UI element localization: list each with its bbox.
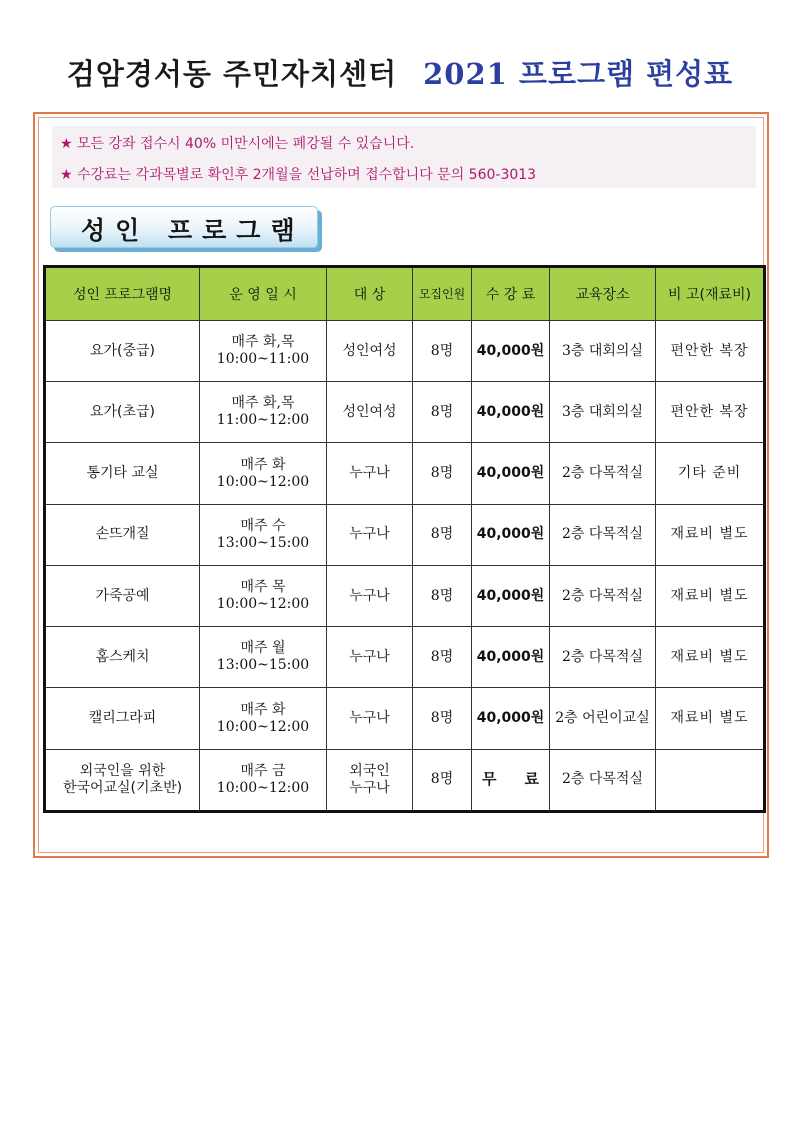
cell-schedule: 매주 화 10:00~12:00 [200, 688, 327, 749]
cell-program-name: 요가(중급) [45, 321, 200, 382]
header-target: 대 상 [327, 267, 413, 321]
header-name: 성인 프로그램명 [45, 267, 200, 321]
cell-capacity: 8명 [413, 504, 472, 565]
cell-note: 기타 준비 [656, 443, 765, 504]
cell-fee: 40,000원 [472, 688, 550, 749]
cell-fee: 무 료 [472, 749, 550, 811]
page-title [0, 52, 800, 93]
table-row [45, 627, 765, 688]
table-row [45, 565, 765, 626]
cell-note [656, 749, 765, 811]
cell-program-name: 홈스케치 [45, 627, 200, 688]
cell-capacity: 8명 [413, 688, 472, 749]
table-row [45, 504, 765, 565]
cell-capacity: 8명 [413, 749, 472, 811]
cell-fee: 40,000원 [472, 565, 550, 626]
cell-note: 재료비 별도 [656, 627, 765, 688]
header-capacity: 모집인원 [413, 267, 472, 321]
cell-note: 편안한 복장 [656, 321, 765, 382]
notice-box [52, 126, 756, 188]
cell-place: 2층 다목적실 [550, 504, 656, 565]
cell-capacity: 8명 [413, 321, 472, 382]
notice-line: ★ 수강료는 각과목별로 확인후 2개월을 선납하며 접수합니다 문의 560-3013 [60, 167, 537, 183]
cell-schedule: 매주 화 10:00~12:00 [200, 443, 327, 504]
table-row [45, 321, 765, 382]
cell-program-name: 가죽공예 [45, 565, 200, 626]
cell-place: 2층 다목적실 [550, 443, 656, 504]
cell-program-name: 손뜨개질 [45, 504, 200, 565]
cell-target: 누구나 [327, 443, 413, 504]
cell-schedule: 매주 목 10:00~12:00 [200, 565, 327, 626]
notice-line: ★ 모든 강좌 접수시 40% 미만시에는 폐강될 수 있습니다. [60, 136, 415, 152]
cell-place: 2층 어린이교실 [550, 688, 656, 749]
cell-fee: 40,000원 [472, 627, 550, 688]
cell-fee: 40,000원 [472, 321, 550, 382]
cell-schedule: 매주 화,목 10:00~11:00 [200, 321, 327, 382]
table-row [45, 382, 765, 443]
cell-fee: 40,000원 [472, 382, 550, 443]
cell-note: 재료비 별도 [656, 688, 765, 749]
table-row [45, 749, 765, 811]
cell-target: 누구나 [327, 688, 413, 749]
cell-target: 외국인 누구나 [327, 749, 413, 811]
center-name: 검암경서동 주민자치센터 [66, 57, 398, 91]
cell-note: 편안한 복장 [656, 382, 765, 443]
cell-schedule: 매주 화,목 11:00~12:00 [200, 382, 327, 443]
cell-schedule: 매주 월 13:00~15:00 [200, 627, 327, 688]
header-schedule: 운 영 일 시 [200, 267, 327, 321]
table-header-row [45, 267, 765, 321]
header-place: 교육장소 [550, 267, 656, 321]
cell-target: 누구나 [327, 627, 413, 688]
cell-target: 누구나 [327, 565, 413, 626]
program-table [43, 265, 766, 813]
cell-place: 3층 대회의실 [550, 321, 656, 382]
cell-fee: 40,000원 [472, 443, 550, 504]
cell-target: 성인여성 [327, 321, 413, 382]
cell-target: 성인여성 [327, 382, 413, 443]
cell-program-name: 캘리그라피 [45, 688, 200, 749]
cell-program-name: 외국인을 위한 한국어교실(기초반) [45, 749, 200, 811]
cell-note: 재료비 별도 [656, 504, 765, 565]
cell-place: 2층 다목적실 [550, 749, 656, 811]
cell-schedule: 매주 수 13:00~15:00 [200, 504, 327, 565]
cell-target: 누구나 [327, 504, 413, 565]
cell-capacity: 8명 [413, 382, 472, 443]
section-badge [50, 206, 318, 248]
program-title: 2021 프로그램 편성표 [423, 57, 734, 91]
header-note: 비 고(재료비) [656, 267, 765, 321]
cell-program-name: 요가(초급) [45, 382, 200, 443]
table-row [45, 688, 765, 749]
cell-program-name: 통기타 교실 [45, 443, 200, 504]
cell-capacity: 8명 [413, 565, 472, 626]
cell-note: 재료비 별도 [656, 565, 765, 626]
section-title: 성인 프로그램 [81, 216, 305, 245]
cell-capacity: 8명 [413, 443, 472, 504]
cell-place: 2층 다목적실 [550, 565, 656, 626]
cell-place: 3층 대회의실 [550, 382, 656, 443]
cell-schedule: 매주 금 10:00~12:00 [200, 749, 327, 811]
table-row [45, 443, 765, 504]
cell-place: 2층 다목적실 [550, 627, 656, 688]
cell-capacity: 8명 [413, 627, 472, 688]
cell-fee: 40,000원 [472, 504, 550, 565]
header-fee: 수 강 료 [472, 267, 550, 321]
